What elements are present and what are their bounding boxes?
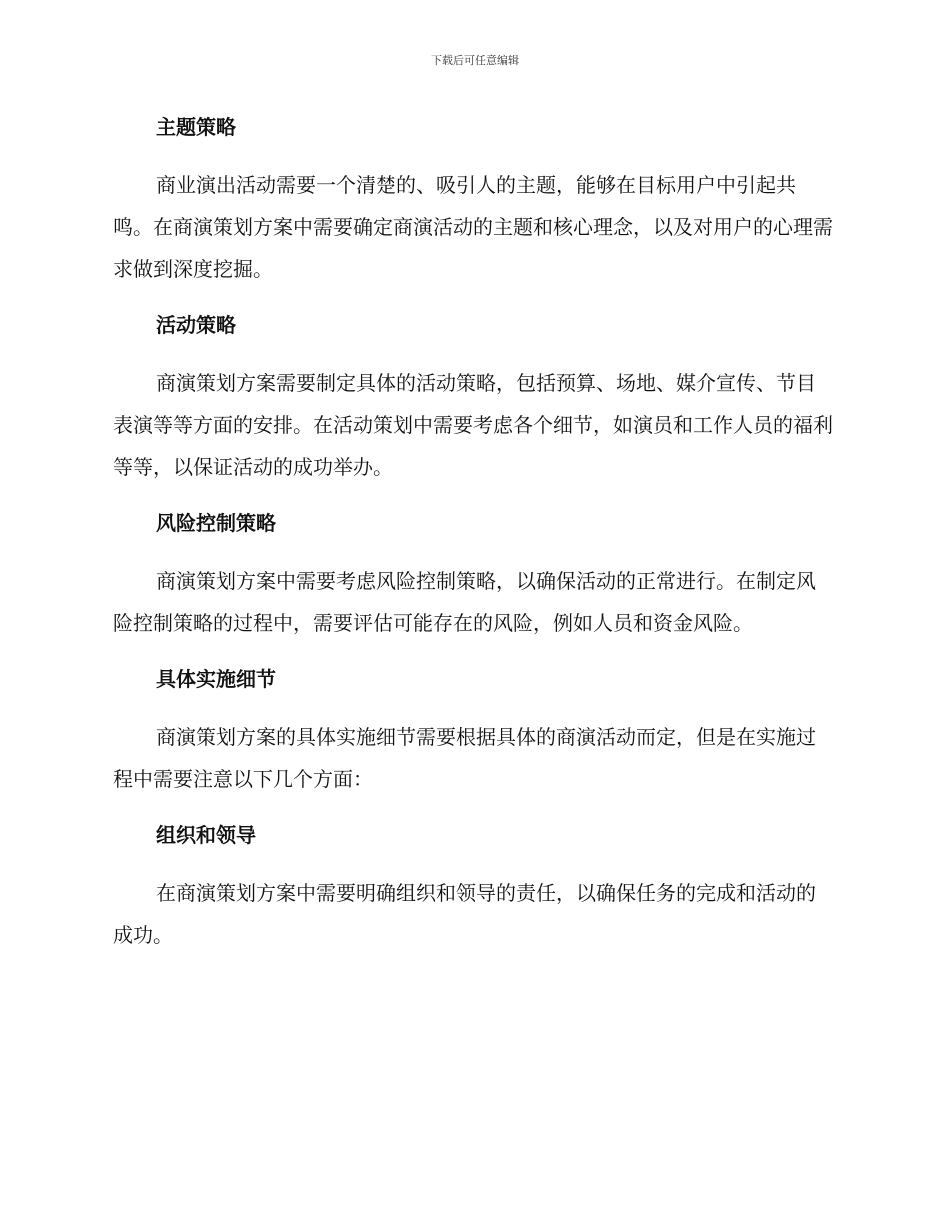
section-heading: 具体实施细节 (156, 667, 276, 691)
section-paragraph: 商演策划方案需要制定具体的活动策略，包括预算、场地、媒介宣传、节目表演等等方面的安排。在活动策划中需要考虑各个细节，如演员和工作人员的福利等等，以保证活动的成功举办。 (113, 371, 833, 479)
document-body (113, 108, 833, 972)
section-risk-control-strategy (113, 504, 833, 644)
section-activity-strategy (113, 306, 833, 488)
section-paragraph: 商业演出活动需要一个清楚的、吸引人的主题，能够在目标用户中引起共鸣。在商演策划方案中需要确定商演活动的主题和核心理念，以及对用户的心理需求做到深度挖掘。 (113, 173, 833, 281)
section-heading: 组织和领导 (156, 823, 256, 847)
section-implementation-details (113, 660, 833, 800)
section-heading: 主题策略 (156, 115, 236, 139)
section-paragraph: 商演策划方案的具体实施细节需要根据具体的商演活动而定，但是在实施过程中需要注意以下几个方面： (113, 725, 816, 791)
section-theme-strategy (113, 108, 833, 290)
section-heading: 活动策略 (156, 313, 236, 337)
page-header: 下载后可任意编辑 (431, 54, 519, 67)
section-organization-leadership (113, 816, 833, 956)
section-heading: 风险控制策略 (156, 511, 276, 535)
section-paragraph: 在商演策划方案中需要明确组织和领导的责任，以确保任务的完成和活动的成功。 (113, 881, 816, 947)
section-paragraph: 商演策划方案中需要考虑风险控制策略，以确保活动的正常进行。在制定风险控制策略的过程中，需要评估可能存在的风险，例如人员和资金风险。 (113, 569, 816, 635)
